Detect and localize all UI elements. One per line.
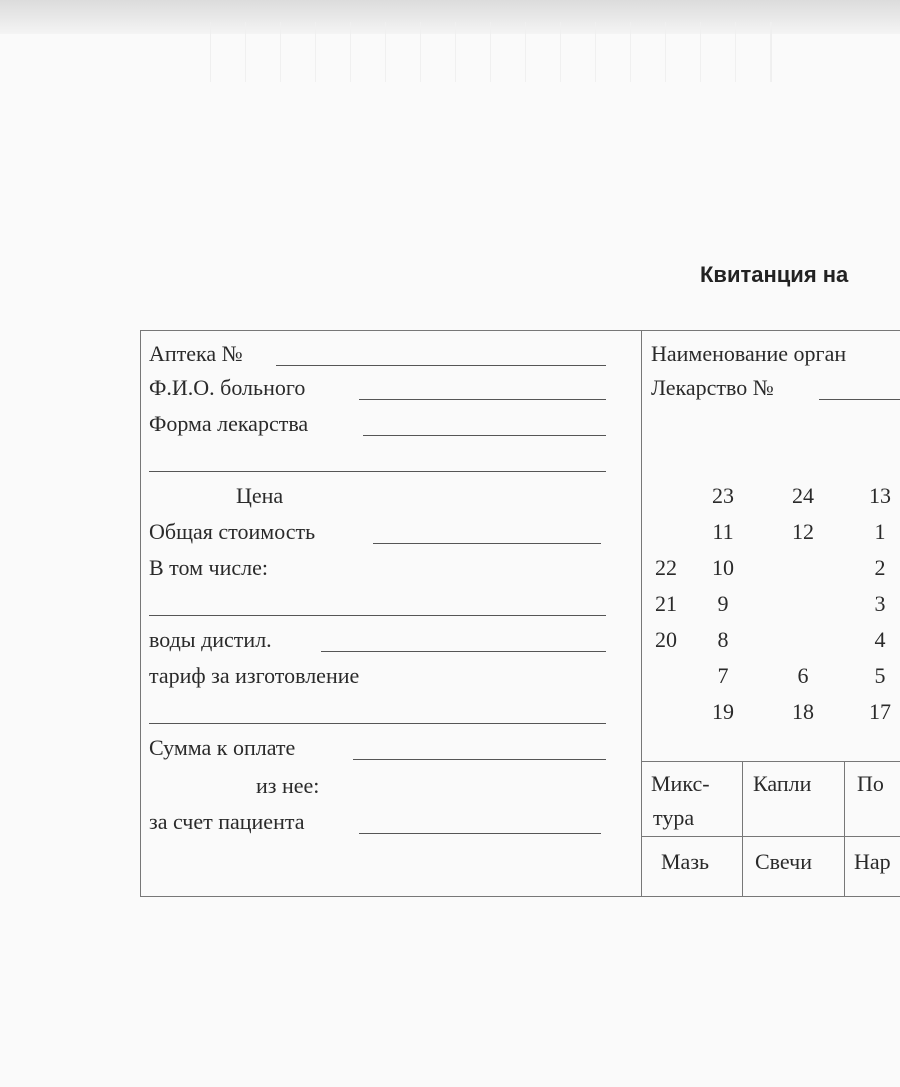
cell-number: 17 <box>869 699 891 724</box>
label-cena: Цена <box>236 483 284 508</box>
field-za-schet[interactable] <box>359 833 601 834</box>
label-vtom: В том числе: <box>149 555 268 580</box>
cell-number: 12 <box>792 519 814 544</box>
label-fio: Ф.И.О. больного <box>149 375 306 400</box>
cell-number: 20 <box>655 627 677 652</box>
cell-number: 5 <box>874 663 886 688</box>
label-za-schet: за счет пациента <box>149 809 305 834</box>
forms-col-divider <box>742 761 743 896</box>
cell-number: 3 <box>874 591 886 616</box>
field-apteka[interactable] <box>276 365 606 366</box>
cell-number: 1 <box>874 519 886 544</box>
field-fio[interactable] <box>359 399 606 400</box>
field-forma[interactable] <box>363 435 606 436</box>
cell-number: 23 <box>712 483 734 508</box>
label-iz-nee: из нее: <box>256 773 320 798</box>
form-nar: Нар <box>854 849 891 874</box>
cell-number: 6 <box>797 663 809 688</box>
column-divider <box>641 331 642 896</box>
cell-number: 22 <box>655 555 677 580</box>
forms-table-mid <box>641 836 900 837</box>
cell-number: 18 <box>792 699 814 724</box>
form-kapli: Капли <box>753 771 812 796</box>
field-summa[interactable] <box>353 759 606 760</box>
field-lekarstvo[interactable] <box>819 399 900 400</box>
cell-number: 8 <box>717 627 729 652</box>
label-obshaya: Общая стоимость <box>149 519 316 544</box>
field-forma-cont[interactable] <box>149 471 606 472</box>
cell-number: 21 <box>655 591 677 616</box>
field-tarif-line[interactable] <box>149 723 606 724</box>
label-summa: Сумма к оплате <box>149 735 296 760</box>
cell-number: 10 <box>712 555 734 580</box>
cell-number: 7 <box>717 663 729 688</box>
cell-number: 13 <box>869 483 891 508</box>
label-naimenovanie: Наименование орган <box>651 341 847 366</box>
label-tarif: тариф за изготовление <box>149 663 360 688</box>
bleed-through-grid <box>210 22 772 82</box>
form-mikstura-2: тура <box>653 805 695 830</box>
field-vody[interactable] <box>321 651 606 652</box>
cell-number: 9 <box>717 591 729 616</box>
label-apteka: Аптека № <box>149 341 243 366</box>
form-svechi: Свечи <box>755 849 812 874</box>
cell-number: 24 <box>792 483 814 508</box>
receipt-form <box>140 330 900 897</box>
form-po: По <box>857 771 884 796</box>
field-vtom-line[interactable] <box>149 615 606 616</box>
label-lekarstvo: Лекарство № <box>651 375 774 400</box>
label-vody: воды дистил. <box>149 627 272 652</box>
cell-number: 19 <box>712 699 734 724</box>
forms-table-top <box>641 761 900 762</box>
form-maz: Мазь <box>661 849 710 874</box>
cell-number: 4 <box>874 627 886 652</box>
receipt-title: Квитанция на <box>700 262 849 287</box>
field-obshaya[interactable] <box>373 543 601 544</box>
form-mikstura-1: Микс- <box>651 771 710 796</box>
label-forma: Форма лекарства <box>149 411 309 436</box>
forms-col-divider <box>844 761 845 896</box>
cell-number: 2 <box>874 555 886 580</box>
cell-number: 11 <box>712 519 734 544</box>
